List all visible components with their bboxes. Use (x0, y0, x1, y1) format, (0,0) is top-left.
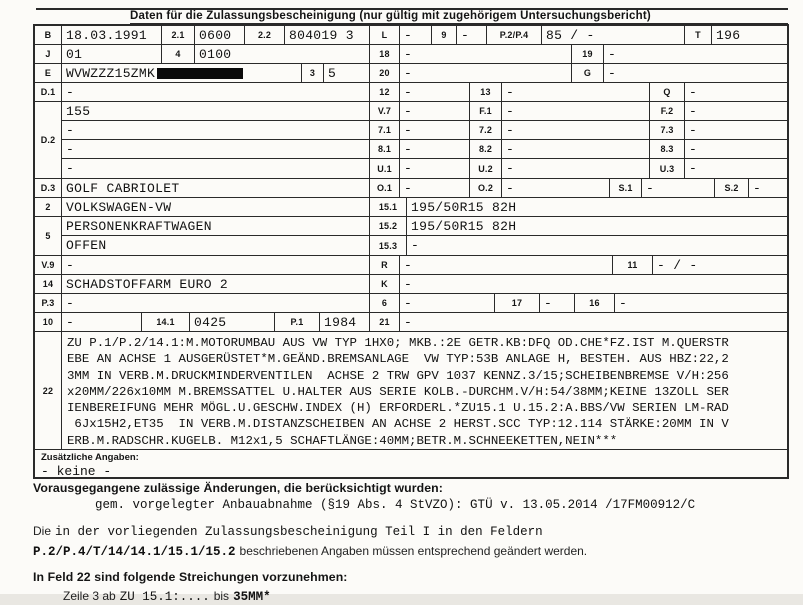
field-label-18: 18 (370, 45, 400, 63)
field-value-14-1: 0425 (190, 313, 275, 331)
field-label-15-2: 15.2 (370, 217, 407, 235)
field-label-7-3: 7.3 (650, 121, 685, 139)
field-label-q: Q (650, 83, 685, 101)
field-label-12: 12 (370, 83, 400, 101)
field-label-20: 20 (370, 64, 400, 82)
field-value-20: - (400, 64, 572, 82)
field-label-k: K (370, 275, 400, 293)
field-value-8-1: - (400, 140, 470, 158)
field-label-o-2: O.2 (470, 179, 502, 197)
strike-range: ZU 15.1:.... (119, 590, 210, 604)
field-value-u-2: - (502, 159, 650, 178)
field-value-8-2: - (502, 140, 650, 158)
field-value-d2: - (62, 121, 370, 139)
table-row-e (35, 64, 787, 83)
field-value-p-1: 1984 (320, 313, 370, 331)
group-subrows-d2 (62, 102, 787, 178)
field-label-r: R (370, 256, 400, 274)
table-row-10 (35, 313, 787, 332)
field-label-d-2: D.2 (35, 102, 62, 178)
field-label-6: 6 (370, 294, 400, 312)
table-subrow-5-1 (62, 217, 787, 236)
field-label-7-2: 7.2 (470, 121, 502, 139)
field-value-d-1: - (62, 83, 370, 101)
field-value-19: - (608, 46, 617, 62)
field-label-2-1: 2.1 (162, 26, 195, 44)
field-value-v-9: - (62, 256, 370, 274)
additional-remarks-value: - keine - (41, 464, 112, 479)
field-label-s-2: S.2 (715, 179, 749, 197)
table-row-d3 (35, 179, 787, 198)
field-label-14: 14 (35, 275, 62, 293)
field-value-14: SCHADSTOFFARM EURO 2 (62, 275, 370, 293)
table-row-v9 (35, 256, 787, 275)
registration-data-table (33, 24, 789, 479)
field-value-d2: 155 (62, 102, 370, 120)
field-value-f-1: - (502, 102, 650, 120)
field-value-l: - (400, 26, 432, 44)
field-value-7-2: - (502, 121, 650, 139)
field-label-e: E (35, 64, 62, 82)
field-value-15-3: - (411, 238, 420, 253)
field-label-11: 11 (613, 256, 653, 274)
field-label-14-1: 14.1 (142, 313, 190, 331)
document-title: Daten für die Zulassungsbescheinigung (nur gültig mit zugehörigem Untersuchungsbericht) (130, 10, 788, 25)
field-label-15-1: 15.1 (370, 198, 407, 216)
note-line-1-prefix: Die (33, 524, 52, 538)
field-value-3: 5 (324, 64, 370, 82)
field-value-6: - (400, 294, 495, 312)
field-label-g: G (572, 64, 604, 82)
field-value-2: VOLKSWAGEN-VW (62, 198, 370, 216)
field-value-o-2: - (502, 179, 610, 197)
field-value-t: 196 (716, 27, 741, 43)
field-label-7-1: 7.1 (370, 121, 400, 139)
table-subrow-5-2 (62, 236, 787, 255)
field-value-4: 0100 (195, 45, 370, 63)
field-label-4: 4 (162, 45, 195, 63)
note-line-1 (33, 522, 795, 540)
table-row-22 (35, 332, 787, 450)
field-value-17: - (540, 294, 575, 312)
field-value-5: OFFEN (62, 236, 370, 255)
note-line-2-text: beschriebenen Angaben müssen entsprechend geändert werden. (239, 544, 588, 558)
changes-detail: gem. vorgelegter Anbauabnahme (§19 Abs. 4 StVZO): GTÜ v. 13.05.2014 /17FM00912/C (95, 498, 696, 512)
field-label-22: 22 (35, 332, 62, 449)
field-value-12: - (400, 83, 470, 101)
field-label-8-2: 8.2 (470, 140, 502, 158)
note-line-2-fields: P.2/P.4/T/14/14.1/15.1/15.2 (33, 545, 236, 559)
note-line-2 (33, 542, 795, 560)
field-label-p-2-p-4: P.2/P.4 (487, 26, 542, 44)
field-value-s-2: - (753, 180, 762, 196)
table-row-2 (35, 198, 787, 217)
changes-heading: Vorausgegangene zulässige Änderungen, die berücksichtigt wurden: (33, 481, 443, 495)
table-subrow-d2-1 (62, 102, 787, 121)
strike-heading: In Feld 22 sind folgende Streichungen vorzunehmen: (33, 570, 348, 584)
field-value-15-2: 195/50R15 82H (411, 218, 517, 234)
field-value-q: - (689, 84, 698, 100)
field-label-2: 2 (35, 198, 62, 216)
field-label-u-1: U.1 (370, 159, 400, 178)
field-label-o-1: O.1 (370, 179, 400, 197)
field-value-d2: - (62, 140, 370, 158)
table-subrow-d2-3 (62, 140, 787, 159)
field-label-d-1: D.1 (35, 83, 62, 101)
field-value-p-2-p-4: 85 / - (542, 26, 685, 44)
field-value-18: - (400, 45, 572, 63)
table-subrow-d2-2 (62, 121, 787, 140)
field-value-2-1: 0600 (195, 26, 245, 44)
strike-prefix: Zeile 3 ab (63, 589, 116, 603)
field-value-u-1: - (400, 159, 470, 178)
field-value-e: WVWZZZ15ZMK (62, 64, 302, 82)
field-value-d2: - (62, 159, 370, 178)
field-value-22-remarks: ZU P.1/P.2/14.1:M.MOTORUMBAU AUS VW TYP 1HX0; MKB.:2E GETR.KB:DFQ OD.CHE*FZ.IST M.QUERSTR EBE AN ACHSE 1 AUSGERÜSTET*M.GEÄND.BREMSANLAGE VW TYP:53B ANLAGE H, BESTEH. AUS HBZ:22,2 3MM IN VERB.M.DRUCKMINDERVENTILEN ACHSE 2 TRW GPV 1037 KENNZ.3/15;SCHEIBENBREMSE V/H:256 x20MM/226x10MM M.BREMSSATTEL U.HALTER AUS SERIE KOLB.-DURCHM.V/H:54/38MM;KEINE 13ZOLL SER IENBEREIFUNG MEHR MÖGL.U.GESCHW.INDEX (H) ERFORDERL.*ZU15.1 U.15.2:A.BBS/VW SERIEN LM-RAD 6Jx15H2,ET35 IN VERB.M.DISTANZSCHEIBEN AN ACHSE 2 HERST.SCC TYP:12.114 STÄRKE:20MM IN V ERB.M.RADSCHR.KUGELB. M12x1,5 SCHAFTLÄNGE:40MM;BETR.M.SCHNEEKETTEN,NEIN*** (67, 336, 729, 448)
field-label-p-3: P.3 (35, 294, 62, 312)
table-row-d2 (35, 102, 787, 179)
field-value-9: - (457, 26, 487, 44)
field-label-21: 21 (370, 313, 400, 331)
field-label-t: T (685, 26, 712, 44)
strike-mid: bis (213, 589, 230, 603)
field-value-v-7: - (400, 102, 470, 120)
field-label-16: 16 (575, 294, 615, 312)
field-value-7-3: - (689, 122, 698, 138)
additional-remarks-label: Zusätzliche Angaben: (41, 452, 139, 463)
field-label-j: J (35, 45, 62, 63)
field-label-d-3: D.3 (35, 179, 62, 197)
field-value-8-3: - (689, 141, 698, 157)
field-value-15-1: 195/50R15 82H (411, 199, 517, 215)
field-value-f-2: - (689, 103, 698, 119)
table-row-5 (35, 217, 787, 256)
field-label-13: 13 (470, 83, 502, 101)
strike-value: 35MM* (233, 590, 271, 604)
field-label-19: 19 (572, 45, 604, 63)
field-label-u-2: U.2 (470, 159, 502, 178)
field-label-f-1: F.1 (470, 102, 502, 120)
table-row-b (35, 26, 787, 45)
field-value-11: - / - (657, 257, 698, 273)
field-value-16: - (619, 295, 628, 311)
table-row-j (35, 45, 787, 64)
additional-remarks-row (35, 450, 787, 477)
field-label-b: B (35, 26, 62, 44)
table-subrow-d2-4 (62, 159, 787, 178)
table-row-14 (35, 275, 787, 294)
field-label-f-2: F.2 (650, 102, 685, 120)
field-label-15-3: 15.3 (370, 236, 407, 255)
field-value-2-2: 804019 3 (285, 26, 370, 44)
field-value-b: 18.03.1991 (62, 26, 162, 44)
field-label-l: L (370, 26, 400, 44)
field-value-o-1: - (400, 179, 470, 197)
field-label-v-7: V.7 (370, 102, 400, 120)
field-label-s-1: S.1 (610, 179, 642, 197)
field-label-8-1: 8.1 (370, 140, 400, 158)
redaction-box (157, 68, 243, 79)
field-value-k: - (404, 276, 413, 292)
field-value-13: - (502, 83, 650, 101)
field-value-u-3: - (689, 161, 698, 176)
field-label-p-1: P.1 (275, 313, 320, 331)
table-row-p3 (35, 294, 787, 313)
field-label-v-9: V.9 (35, 256, 62, 274)
group-subrows-5 (62, 217, 787, 255)
field-value-s-1: - (642, 179, 715, 197)
field-value-g: - (608, 65, 617, 81)
field-value-r: - (400, 256, 613, 274)
field-label-10: 10 (35, 313, 62, 331)
field-value-10: - (62, 313, 142, 331)
field-label-u-3: U.3 (650, 159, 685, 178)
field-value-7-1: - (400, 121, 470, 139)
field-label-9: 9 (432, 26, 457, 44)
field-value-5: PERSONENKRAFTWAGEN (62, 217, 370, 235)
note-line-1-text: in der vorliegenden Zulassungsbescheinigung Teil I in den Feldern (55, 525, 543, 539)
field-label-17: 17 (495, 294, 540, 312)
field-value-j: 01 (62, 45, 162, 63)
field-value-d-3: GOLF CABRIOLET (62, 179, 370, 197)
field-value-p-3: - (62, 294, 370, 312)
table-row-d1 (35, 83, 787, 102)
field-label-3: 3 (302, 64, 324, 82)
field-label-5: 5 (35, 217, 62, 255)
field-label-2-2: 2.2 (245, 26, 285, 44)
field-label-8-3: 8.3 (650, 140, 685, 158)
field-value-21: - (404, 314, 413, 330)
footer-remarks (33, 481, 795, 605)
strike-line (63, 587, 795, 605)
